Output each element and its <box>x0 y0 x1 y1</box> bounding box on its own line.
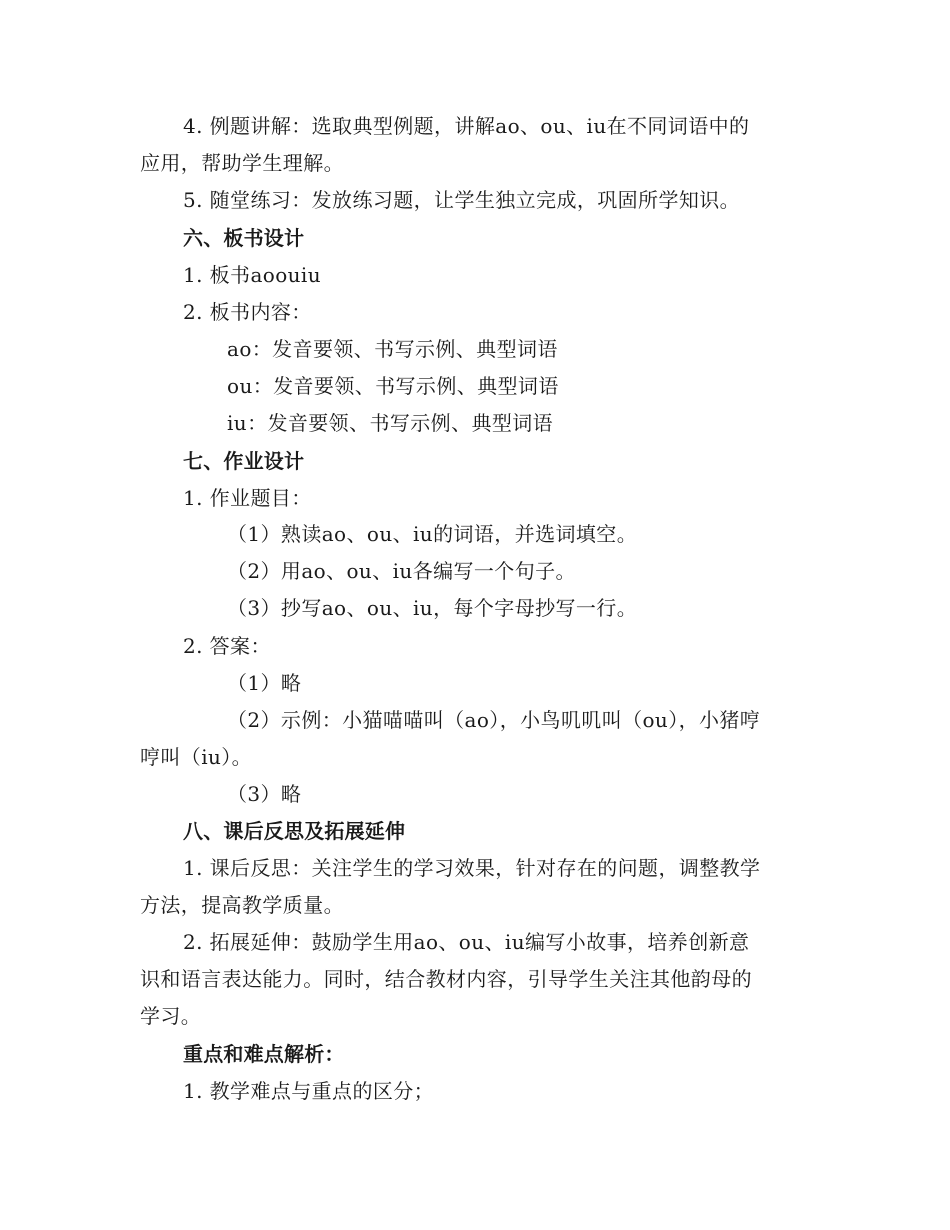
list-item: 2. 答案： <box>183 634 271 658</box>
list-item: 2. 板书内容： <box>183 300 312 324</box>
section-heading: 六、板书设计 <box>183 226 305 250</box>
list-item: 2. 拓展延伸：鼓励学生用ao、ou、iu编写小故事，培养创新意 <box>183 930 750 954</box>
list-item: 1. 作业题目： <box>183 486 312 510</box>
paragraph-line: 学习。 <box>140 1004 202 1028</box>
list-subitem: ou：发音要领、书写示例、典型词语 <box>227 374 559 398</box>
paragraph-line: 5. 随堂练习：发放练习题，让学生独立完成，巩固所学知识。 <box>183 188 741 212</box>
list-item: 1. 教学难点与重点的区分； <box>183 1079 435 1103</box>
paragraph-line: 应用，帮助学生理解。 <box>140 151 344 175</box>
paragraph-line: 识和语言表达能力。同时，结合教材内容，引导学生关注其他韵母的 <box>140 967 752 991</box>
list-item: 1. 板书aoouiu <box>183 263 322 287</box>
list-subitem: ao：发音要领、书写示例、典型词语 <box>227 337 558 361</box>
paragraph-line: 方法，提高教学质量。 <box>140 893 344 917</box>
list-subitem: （2）用ao、ou、iu各编写一个句子。 <box>227 559 576 583</box>
section-heading: 八、课后反思及拓展延伸 <box>183 819 406 843</box>
list-subitem: iu：发音要领、书写示例、典型词语 <box>227 411 554 435</box>
section-heading: 七、作业设计 <box>183 449 305 473</box>
list-subitem: （1）熟读ao、ou、iu的词语，并选词填空。 <box>227 522 638 546</box>
paragraph-line: 4. 例题讲解：选取典型例题，讲解ao、ou、iu在不同词语中的 <box>183 114 750 138</box>
paragraph-line: 哼叫（iu）。 <box>140 745 253 769</box>
list-subitem: （3）抄写ao、ou、iu，每个字母抄写一行。 <box>227 596 638 620</box>
list-subitem: （3）略 <box>227 782 302 806</box>
list-item: 1. 课后反思：关注学生的学习效果，针对存在的问题，调整教学 <box>183 856 761 880</box>
list-subitem: （1）略 <box>227 671 302 695</box>
section-heading: 重点和难点解析： <box>183 1042 345 1066</box>
list-subitem: （2）示例：小猫喵喵叫（ao），小鸟叽叽叫（ou），小猪哼 <box>227 708 761 732</box>
